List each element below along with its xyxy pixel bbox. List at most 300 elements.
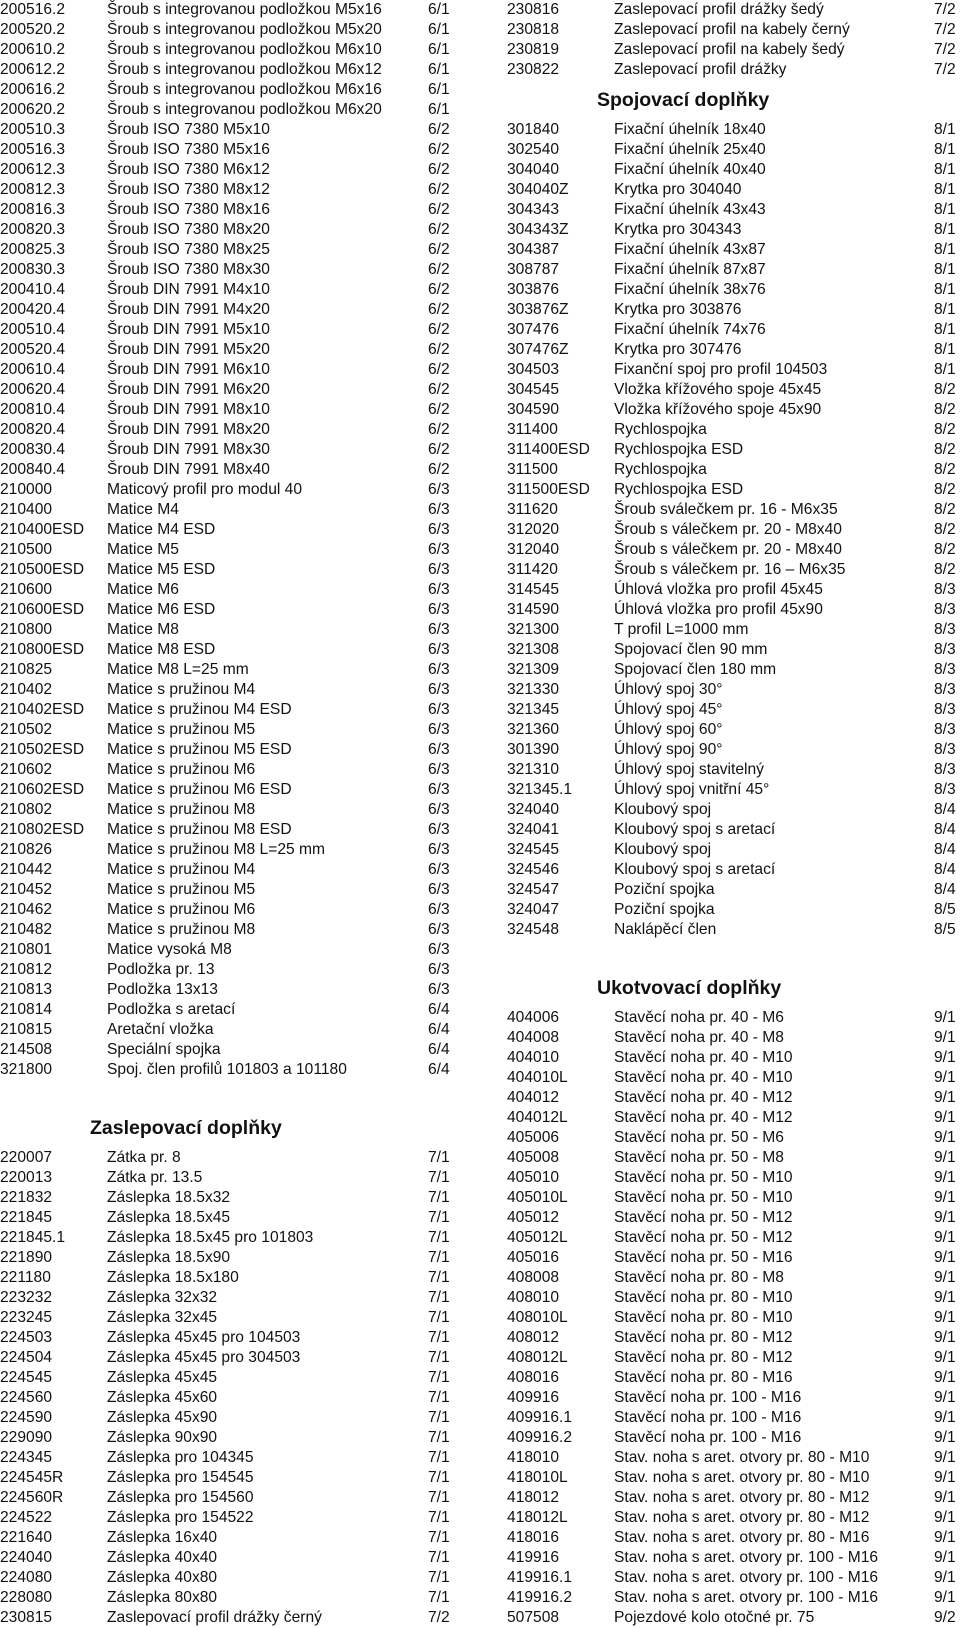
page-reference: 6/2 (428, 221, 450, 238)
part-description: Matice s pružinou M8 (107, 801, 256, 818)
catalog-row (0, 1528, 470, 1548)
catalog-row (507, 400, 960, 420)
catalog-row (507, 0, 960, 20)
part-description: Záslepka 18.5x180 (107, 1269, 239, 1286)
part-code: 210452 (0, 881, 53, 898)
catalog-row (0, 720, 470, 740)
catalog-row (0, 900, 470, 920)
catalog-row (507, 140, 960, 160)
part-description: Šroub DIN 7991 M8x40 (107, 461, 270, 478)
part-description: Šroub ISO 7380 M8x16 (107, 201, 270, 218)
part-description: Šroub DIN 7991 M8x30 (107, 441, 270, 458)
part-code: 304590 (507, 401, 560, 418)
page-reference: 9/1 (934, 1229, 956, 1246)
page-reference: 6/3 (428, 641, 450, 658)
page-reference: 8/1 (934, 141, 956, 158)
part-description: Záslepka 32x32 (107, 1289, 218, 1306)
part-description: Fixační úhelník 87x87 (614, 261, 766, 278)
part-description: Šroub s integrovanou podložkou M6x16 (107, 81, 382, 98)
part-description: Zaslepovací profil drážky černý (107, 1609, 322, 1626)
part-description: Šroub ISO 7380 M8x30 (107, 261, 270, 278)
part-description: Úhlový spoj vnitřní 45° (614, 781, 770, 798)
catalog-row (0, 1000, 470, 1020)
part-code: 307476 (507, 321, 560, 338)
catalog-row (0, 120, 470, 140)
part-description: Spojovací člen 180 mm (614, 661, 777, 678)
catalog-row (507, 740, 960, 760)
page-reference: 9/1 (934, 1309, 956, 1326)
part-code: 408008 (507, 1269, 560, 1286)
catalog-row (507, 1308, 960, 1328)
page-reference: 8/1 (934, 341, 956, 358)
part-code: 321800 (0, 1061, 53, 1078)
part-code: 418012 (507, 1489, 560, 1506)
part-code: 312020 (507, 521, 560, 538)
part-code: 200616.2 (0, 81, 66, 98)
catalog-row (0, 280, 470, 300)
part-code: 324548 (507, 921, 560, 938)
part-code: 409916.1 (507, 1409, 573, 1426)
page-reference: 6/4 (428, 1061, 450, 1078)
catalog-row (507, 520, 960, 540)
page-reference: 6/1 (428, 1, 450, 18)
page-reference: 6/2 (428, 141, 450, 158)
part-code: 418012L (507, 1509, 568, 1526)
page-reference: 9/1 (934, 1069, 956, 1086)
part-code: 321345 (507, 701, 560, 718)
catalog-row (0, 1548, 470, 1568)
page-reference: 7/1 (428, 1369, 450, 1386)
catalog-row (507, 60, 960, 80)
part-code: 210400 (0, 501, 53, 518)
part-description: Stavěcí noha pr. 40 - M12 (614, 1109, 793, 1126)
catalog-row (0, 460, 470, 480)
part-code: 200820.3 (0, 221, 66, 238)
page-reference: 6/3 (428, 741, 450, 758)
page-reference: 6/3 (428, 781, 450, 798)
part-description: Záslepka 45x45 pro 104503 (107, 1329, 301, 1346)
part-code: 311400ESD (507, 441, 590, 458)
part-code: 200620.2 (0, 101, 66, 118)
catalog-row (507, 580, 960, 600)
part-code: 200610.2 (0, 41, 66, 58)
page-reference: 8/3 (934, 621, 956, 638)
page-reference: 9/1 (934, 1569, 956, 1586)
page-reference: 6/3 (428, 661, 450, 678)
catalog-row (507, 1328, 960, 1348)
page-reference: 7/1 (428, 1529, 450, 1546)
catalog-row (507, 420, 960, 440)
part-description: Zaslepovací profil na kabely černý (614, 21, 850, 38)
catalog-row (507, 1508, 960, 1528)
catalog-row (0, 520, 470, 540)
catalog-row (0, 660, 470, 680)
part-code: 409916 (507, 1389, 560, 1406)
part-description: Krytka pro 307476 (614, 341, 742, 358)
part-code: 200816.3 (0, 201, 66, 218)
catalog-row (0, 400, 470, 420)
catalog-row (0, 920, 470, 940)
part-code: 321308 (507, 641, 560, 658)
part-code: 304343 (507, 201, 560, 218)
part-code: 210802ESD (0, 821, 85, 838)
page-reference: 9/1 (934, 1189, 956, 1206)
page-reference: 6/4 (428, 1041, 450, 1058)
page-reference: 8/1 (934, 121, 956, 138)
part-description: Fixační úhelník 38x76 (614, 281, 766, 298)
catalog-row (0, 1508, 470, 1528)
part-code: 230822 (507, 61, 560, 78)
part-code: 223232 (0, 1289, 53, 1306)
page-reference: 6/3 (428, 721, 450, 738)
part-code: 224560R (0, 1489, 64, 1506)
part-description: Záslepka pro 154545 (107, 1469, 254, 1486)
page-reference: 9/1 (934, 1589, 956, 1606)
part-code: 200612.3 (0, 161, 66, 178)
part-code: 210402ESD (0, 701, 85, 718)
part-code: 200612.2 (0, 61, 66, 78)
catalog-row (0, 60, 470, 80)
part-description: Fixanční spoj pro profil 104503 (614, 361, 828, 378)
part-code: 404006 (507, 1009, 560, 1026)
part-description: Stavěcí noha pr. 80 - M16 (614, 1369, 793, 1386)
catalog-row (0, 1428, 470, 1448)
part-description: Matice s pružinou M8 (107, 921, 256, 938)
catalog-row (507, 860, 960, 880)
part-code: 419916.2 (507, 1589, 573, 1606)
part-description: Aretační vložka (107, 1021, 214, 1038)
part-code: 311400 (507, 421, 558, 438)
catalog-row (0, 260, 470, 280)
catalog-row (0, 1448, 470, 1468)
catalog-row (507, 1228, 960, 1248)
part-code: 221640 (0, 1529, 53, 1546)
part-code: 507508 (507, 1609, 560, 1626)
part-description: Šroub DIN 7991 M8x20 (107, 421, 270, 438)
catalog-row (0, 620, 470, 640)
part-code: 210602ESD (0, 781, 85, 798)
part-code: 200516.2 (0, 1, 66, 18)
page-reference: 6/1 (428, 21, 450, 38)
part-description: Stavěcí noha pr. 40 - M10 (614, 1049, 793, 1066)
page-reference: 6/3 (428, 541, 450, 558)
part-description: Zaslepovací profil drážky (614, 61, 787, 78)
catalog-row (0, 800, 470, 820)
catalog-row (507, 380, 960, 400)
part-description: Úhlový spoj 45° (614, 701, 723, 718)
page-reference: 8/4 (934, 821, 956, 838)
catalog-row (0, 180, 470, 200)
part-description: Matice s pružinou M5 (107, 721, 256, 738)
page-reference: 8/1 (934, 321, 956, 338)
part-description: Matice s pružinou M6 ESD (107, 781, 292, 798)
part-code: 200510.4 (0, 321, 66, 338)
catalog-row (507, 1188, 960, 1208)
catalog-row (507, 40, 960, 60)
catalog-row (0, 1288, 470, 1308)
page-reference: 8/1 (934, 281, 956, 298)
catalog-row (507, 800, 960, 820)
part-code: 230816 (507, 1, 560, 18)
part-code: 224503 (0, 1329, 53, 1346)
part-code: 200610.4 (0, 361, 66, 378)
catalog-row (507, 560, 960, 580)
catalog-row (0, 1468, 470, 1488)
part-description: Šroub s integrovanou podložkou M5x20 (107, 21, 382, 38)
catalog-row (507, 320, 960, 340)
catalog-row (0, 820, 470, 840)
page-reference: 6/2 (428, 381, 450, 398)
page-reference: 6/2 (428, 201, 450, 218)
part-description: Stavěcí noha pr. 100 - M16 (614, 1389, 802, 1406)
page-reference: 6/2 (428, 461, 450, 478)
part-code: 304343Z (507, 221, 569, 238)
catalog-row (507, 1408, 960, 1428)
page-reference: 9/1 (934, 1509, 956, 1526)
catalog-row (507, 1368, 960, 1388)
page-reference: 8/5 (934, 921, 956, 938)
page-reference: 6/2 (428, 341, 450, 358)
page-reference: 9/1 (934, 1009, 956, 1026)
catalog-row (507, 720, 960, 740)
part-description: Šroub ISO 7380 M5x10 (107, 121, 270, 138)
part-description: Šroub ISO 7380 M8x12 (107, 181, 270, 198)
catalog-row (507, 1088, 960, 1108)
catalog-row (0, 1308, 470, 1328)
part-code: 408010L (507, 1309, 568, 1326)
page-reference: 8/2 (934, 461, 956, 478)
section-heading: Zaslepovací doplňky (90, 1117, 282, 1139)
part-code: 304503 (507, 361, 560, 378)
part-description: Stavěcí noha pr. 50 - M6 (614, 1129, 784, 1146)
part-description: Podložka pr. 13 (107, 961, 215, 978)
page-reference: 7/1 (428, 1469, 450, 1486)
part-code: 419916.1 (507, 1569, 573, 1586)
catalog-row (507, 200, 960, 220)
part-code: 210482 (0, 921, 53, 938)
part-description: Záslepka 18.5x45 (107, 1209, 231, 1226)
catalog-row (507, 600, 960, 620)
page-reference: 8/2 (934, 561, 956, 578)
part-code: 210815 (0, 1021, 53, 1038)
page-reference: 6/4 (428, 1001, 450, 1018)
part-description: Matice s pružinou M5 (107, 881, 256, 898)
catalog-row (507, 20, 960, 40)
part-description: Šroub DIN 7991 M4x10 (107, 281, 270, 298)
page-reference: 9/2 (934, 1609, 956, 1626)
catalog-row (507, 700, 960, 720)
page-reference: 8/3 (934, 761, 956, 778)
part-code: 210825 (0, 661, 53, 678)
catalog-row (507, 240, 960, 260)
catalog-row (0, 740, 470, 760)
catalog-row (0, 700, 470, 720)
page-reference: 8/1 (934, 201, 956, 218)
page-reference: 6/3 (428, 681, 450, 698)
part-description: Šroub sválečkem pr. 16 - M6x35 (614, 501, 838, 518)
part-code: 220013 (0, 1169, 53, 1186)
page-reference: 9/1 (934, 1349, 956, 1366)
part-code: 404010 (507, 1049, 560, 1066)
part-code: 404012 (507, 1089, 560, 1106)
catalog-row (0, 580, 470, 600)
page-reference: 7/1 (428, 1489, 450, 1506)
page-reference: 8/2 (934, 501, 956, 518)
page-reference: 8/1 (934, 181, 956, 198)
catalog-row (0, 140, 470, 160)
part-code: 223245 (0, 1309, 53, 1326)
page-reference: 7/1 (428, 1309, 450, 1326)
catalog-row (507, 1388, 960, 1408)
catalog-row (0, 300, 470, 320)
page-reference: 8/2 (934, 401, 956, 418)
catalog-row (507, 660, 960, 680)
part-description: Stavěcí noha pr. 100 - M16 (614, 1429, 802, 1446)
page-reference: 9/1 (934, 1329, 956, 1346)
part-code: 200510.3 (0, 121, 66, 138)
catalog-row (0, 840, 470, 860)
part-code: 221832 (0, 1189, 53, 1206)
page-reference: 7/1 (428, 1509, 450, 1526)
page-reference: 6/2 (428, 441, 450, 458)
part-description: Matice M8 L=25 mm (107, 661, 249, 678)
part-description: Rychlospojka (614, 461, 707, 478)
catalog-row (507, 680, 960, 700)
part-description: Zaslepovací profil na kabely šedý (614, 41, 845, 58)
part-description: Stavěcí noha pr. 40 - M8 (614, 1029, 784, 1046)
page-reference: 6/1 (428, 81, 450, 98)
catalog-row (507, 880, 960, 900)
part-description: Úhlová vložka pro profil 45x45 (614, 581, 823, 598)
part-code: 210812 (0, 961, 53, 978)
part-description: Šroub DIN 7991 M6x20 (107, 381, 270, 398)
page-reference: 7/1 (428, 1409, 450, 1426)
part-code: 324546 (507, 861, 560, 878)
part-description: Záslepka 45x90 (107, 1409, 218, 1426)
part-code: 210813 (0, 981, 53, 998)
catalog-row (0, 780, 470, 800)
part-code: 210801 (0, 941, 53, 958)
part-code: 200420.4 (0, 301, 66, 318)
page-reference: 8/3 (934, 701, 956, 718)
page-reference: 6/3 (428, 561, 450, 578)
part-code: 210502ESD (0, 741, 85, 758)
part-description: Stav. noha s aret. otvory pr. 80 - M10 (614, 1449, 870, 1466)
catalog-row (507, 1528, 960, 1548)
catalog-row (0, 240, 470, 260)
page-reference: 6/3 (428, 861, 450, 878)
catalog-row (0, 100, 470, 120)
part-description: Záslepka 18.5x45 pro 101803 (107, 1229, 314, 1246)
catalog-row (507, 1148, 960, 1168)
part-code: 405010 (507, 1169, 560, 1186)
catalog-row (0, 320, 470, 340)
catalog-row (0, 360, 470, 380)
catalog-row (0, 1168, 470, 1188)
part-description: Šroub s integrovanou podložkou M6x10 (107, 41, 382, 58)
part-code: 210800ESD (0, 641, 85, 658)
part-description: Šroub s integrovanou podložkou M6x20 (107, 101, 382, 118)
catalog-row (507, 620, 960, 640)
part-description: T profil L=1000 mm (614, 621, 749, 638)
catalog-row (507, 1488, 960, 1508)
page-reference: 9/1 (934, 1469, 956, 1486)
part-description: Rychlospojka (614, 421, 707, 438)
part-description: Záslepka 16x40 (107, 1529, 218, 1546)
page-reference: 6/2 (428, 321, 450, 338)
part-code: 311500 (507, 461, 558, 478)
part-code: 311420 (507, 561, 558, 578)
part-code: 303876Z (507, 301, 569, 318)
page-reference: 7/1 (428, 1389, 450, 1406)
page-reference: 8/2 (934, 481, 956, 498)
catalog-row (507, 1428, 960, 1448)
page-reference: 8/1 (934, 261, 956, 278)
part-code: 220007 (0, 1149, 53, 1166)
page-reference: 9/1 (934, 1149, 956, 1166)
part-description: Matice M6 (107, 581, 179, 598)
page-reference: 8/2 (934, 521, 956, 538)
catalog-row (0, 0, 470, 20)
page-reference: 9/1 (934, 1029, 956, 1046)
part-description: Záslepka 18.5x90 (107, 1249, 231, 1266)
catalog-row (507, 1288, 960, 1308)
page-reference: 8/3 (934, 681, 956, 698)
page-reference: 9/1 (934, 1269, 956, 1286)
part-description: Matice vysoká M8 (107, 941, 232, 958)
catalog-row (507, 1448, 960, 1468)
catalog-row (507, 900, 960, 920)
part-code: 408012 (507, 1329, 560, 1346)
page-reference: 7/2 (934, 41, 956, 58)
page-reference: 6/1 (428, 41, 450, 58)
part-code: 200520.4 (0, 341, 66, 358)
part-code: 314590 (507, 601, 560, 618)
catalog-row (0, 960, 470, 980)
page-reference: 6/2 (428, 401, 450, 418)
part-description: Fixační úhelník 74x76 (614, 321, 766, 338)
part-code: 408010 (507, 1289, 560, 1306)
catalog-row (0, 1388, 470, 1408)
part-description: Záslepka 45x60 (107, 1389, 218, 1406)
page-reference: 7/1 (428, 1549, 450, 1566)
part-description: Spojovací člen 90 mm (614, 641, 768, 658)
page-reference: 6/3 (428, 701, 450, 718)
catalog-row (507, 1348, 960, 1368)
part-description: Kloubový spoj (614, 841, 712, 858)
page-reference: 9/1 (934, 1389, 956, 1406)
part-description: Krytka pro 304040 (614, 181, 742, 198)
part-description: Stav. noha s aret. otvory pr. 80 - M12 (614, 1489, 870, 1506)
catalog-row (0, 420, 470, 440)
part-code: 210442 (0, 861, 53, 878)
part-description: Maticový profil pro modul 40 (107, 481, 303, 498)
page-reference: 8/3 (934, 601, 956, 618)
part-code: 210402 (0, 681, 53, 698)
part-description: Stavěcí noha pr. 40 - M12 (614, 1089, 793, 1106)
part-description: Šroub DIN 7991 M6x10 (107, 361, 270, 378)
page-reference: 6/2 (428, 361, 450, 378)
page-reference: 8/1 (934, 161, 956, 178)
part-code: 210500ESD (0, 561, 85, 578)
part-code: 303876 (507, 281, 560, 298)
page-reference: 7/1 (428, 1349, 450, 1366)
page-reference: 9/1 (934, 1109, 956, 1126)
part-description: Úhlová vložka pro profil 45x90 (614, 601, 823, 618)
page-reference: 6/2 (428, 281, 450, 298)
part-code: 324545 (507, 841, 560, 858)
part-description: Záslepka 45x45 pro 304503 (107, 1349, 301, 1366)
